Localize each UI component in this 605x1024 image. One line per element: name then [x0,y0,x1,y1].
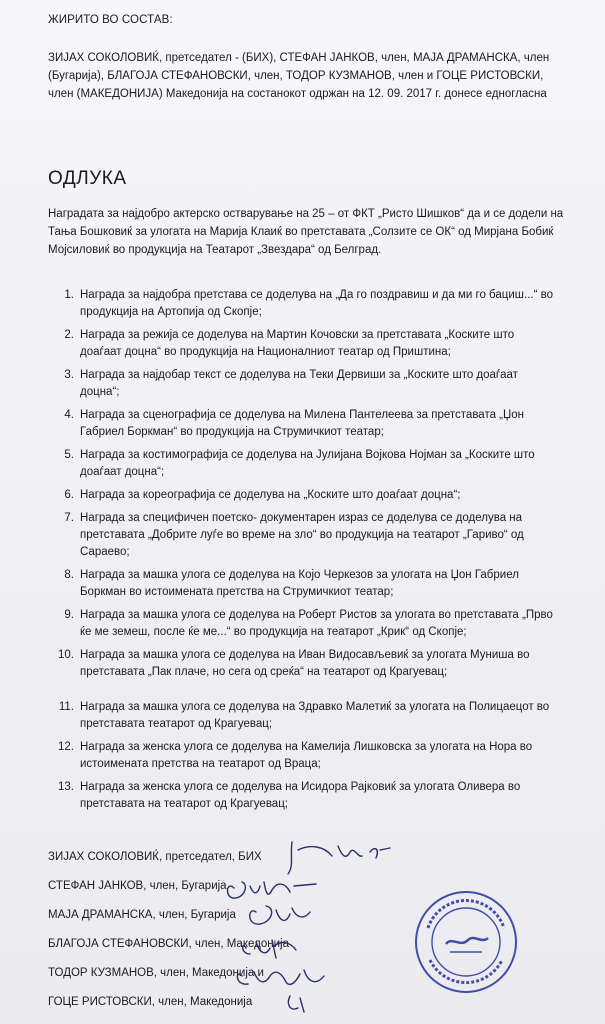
signatory-line: БЛАГОЈА СТЕФАНОВСКИ, член, Македонија [48,938,289,950]
item-text: Награда за машка улога се доделува на Роберт Ристов за улогата во претставата „Прво ќе ме земеш, после ќе ме...“ во продукција на театарот „Крик“ од Скопје; [80,609,553,638]
official-stamp [412,888,520,996]
decision-title: ОДЛУКА [48,168,127,189]
list-item [54,567,554,601]
list-item [54,779,554,813]
item-number: 7. [64,512,74,524]
item-text: Награда за најдобар текст се доделува на Теки Дервиши за „Коските што доаѓаат доцна“; [80,369,518,398]
list-item [54,327,554,361]
item-number: 1. [64,289,74,301]
intro-paragraph: ЗИЈАХ СОКОЛОВИЌ, претседател - (БИХ), СТЕФАН ЈАНКОВ, член, МАЈА ДРАМАНСКА, член (Бугарија), БЛАГОЈА СТЕФАНОВСКИ, член, ТОДОР КУЗМАНОВ, член и ГОЦЕ РИСТОВСКИ, член (МАКЕДОНИЈА) Македонија на состанокот одржан на 12. 09. 2017 г. донесе едногласна [48,52,550,100]
item-text: Награда за женска улога се доделува на Камелија Лишковска за улогата на Нора во истоимената претства на театарот од Враца; [80,741,533,770]
item-number: 13. [58,781,74,793]
item-number: 5. [64,449,74,461]
item-number: 12. [58,741,74,753]
item-text: Награда за специфичен поетско- документарен израз се доделува се доделува на претставата „Добрите луѓе во време на зло“ во продукција на театарот „Гариво“ од Сараево; [80,512,524,558]
item-number: 6. [64,489,74,501]
list-item [54,287,554,321]
list-item [54,407,554,441]
list-item [54,647,554,681]
signatory-line: ЗИЈАХ СОКОЛОВИЌ, претседател, БИХ [48,851,262,863]
item-number: 9. [64,609,74,621]
list-item [54,510,554,561]
item-text: Награда за машка улога се доделува на Иван Видосављевиќ за улогата Муниша во претставата „Пак плаче, но сега од среќа“ на театарот од Крагуевац; [80,649,530,678]
list-item [54,487,554,504]
signature-2 [228,882,317,898]
signature-6 [288,996,304,1012]
signatory-line: СТЕФАН ЈАНКОВ, член, Бугарија [48,880,227,892]
signatory-line: ТОДОР КУЗМАНОВ, член, Македонија и [48,967,264,979]
list-item [54,699,554,733]
handwritten-signatures [220,836,410,1016]
jury-heading: ЖИРИТО ВО СОСТАВ: [48,14,173,26]
award-list [54,287,554,819]
signature-1 [288,842,390,874]
item-text: Награда за машка улога се доделува на Здравко Малетиќ за улогата на Полицаецот во претставата театарот од Крагуевац; [80,701,550,730]
item-number: 11. [58,701,74,713]
award-paragraph: Наградата за најдобро актерско остварување на 25 – от ФКТ „Ристо Шишков“ да и се додели на Тања Бошковиќ за улогата на Марија Клаиќ во претставата „Солзите се ОК“ од Мирјана Бобиќ Мојсиловиќ во продукција на Театарот „Звездара“ од Белград. [48,208,564,256]
item-text: Награда за кореографија се доделува на „Коските што доаѓаат доцна“; [80,489,461,501]
item-number: 2. [64,329,74,341]
signature-4 [243,940,296,958]
list-item [54,447,554,481]
item-number: 3. [64,369,74,381]
signature-3 [250,906,310,924]
list-item [54,367,554,401]
item-number: 8. [64,569,74,581]
item-number: 10. [58,649,74,661]
item-text: Награда за режија се доделува на Мартин Кочовски за претставата „Коските што доаѓаат доцна“ во продукција на Националниот театар од Приштина; [80,329,515,358]
list-item [54,739,554,773]
item-text: Награда за сценографија се доделува на Милена Пантелеева за претставата „Џон Габриел Боркман“ во продукција на Струмичкиот театар; [80,409,525,438]
signature-5 [237,970,324,984]
signatory-line: ГОЦЕ РИСТОВСКИ, член, Македонија [48,996,253,1008]
item-text: Награда за костимографија се доделува на Јулијана Војкова Нојман за „Коските што доаѓаат доцна“; [80,449,535,478]
item-number: 4. [64,409,74,421]
item-text: Награда за женска улога се доделува на Исидора Рајковиќ за улогата Оливера во претставата на театарот од Крагуевац; [80,781,521,810]
signatory-line: МАЈА ДРАМАНСКА, член, Бугарија [48,909,236,921]
item-text: Награда за машка улога се доделува на Којо Черкезов за улогата на Џон Габриел Боркман во истоимената претства на Струмичкиот театар; [80,569,519,598]
item-text: Награда за најдобра претстава се доделува на „Да го поздравиш и да ми го бациш...“ во продукција на Артопија од Скопје; [80,289,553,318]
list-item [54,607,554,641]
